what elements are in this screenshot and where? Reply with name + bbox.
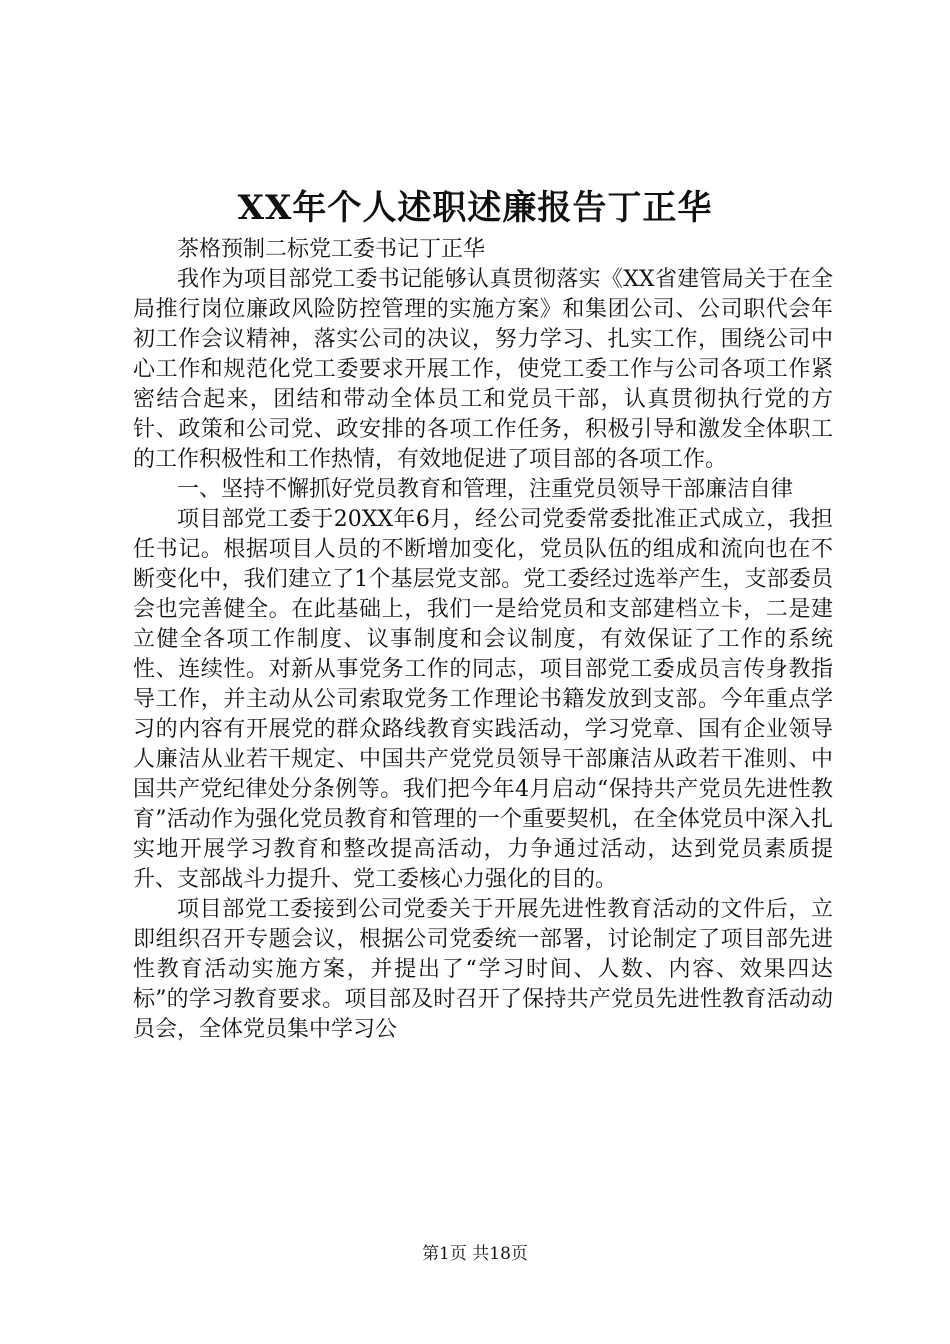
- section-heading: 一、坚持不懈抓好党员教育和管理，注重党员领导干部廉洁自律: [177, 477, 794, 502]
- page-number: 第1页 共18页: [422, 1244, 528, 1264]
- paragraph: 项目部党工委接到公司党委关于开展先进性教育活动的文件后，立即组织召开专题会议，根据公司党委统一部署，讨论制定了项目部先进性教育活动实施方案，并提出了“学习时间、人数、内容、效果四达标”的学习教育要求。项目部及时召开了保持共产党员先进性教育活动动员会，全体党员集中学习公: [133, 897, 833, 1042]
- paragraph: 我作为项目部党工委书记能够认真贯彻落实《XX省建管局关于在全局推行岗位廉政风险防控管理的实施方案》和集团公司、公司职代会年初工作会议精神，落实公司的决议，努力学习、扎实工作，围绕公司中心工作和规范化党工委要求开展工作，使党工委工作与公司各项工作紧密结合起来，团结和带动全体员工和党员干部，认真贯彻执行党的方针、政策和公司党、政安排的各项工作任务，积极引导和激发全体职工的工作积极性和工作热情，有效地促进了项目部的各项工作。: [133, 267, 833, 472]
- author-line: 茶格预制二标党工委书记丁正华: [177, 237, 486, 262]
- paragraph: 项目部党工委于20XX年6月，经公司党委常委批准正式成立，我担任书记。根据项目人员的不断增加变化，党员队伍的组成和流向也在不断变化中，我们建立了1个基层党支部。党工委经过选举产生，支部委员会也完善健全。在此基础上，我们一是给党员和支部建档立卡，二是建立健全各项工作制度、议事制度和会议制度，有效保证了工作的系统性、连续性。对新从事党务工作的同志，项目部党工委成员言传身教指导工作，并主动从公司索取党务工作理论书籍发放到支部。今年重点学习的内容有开展党的群众路线教育实践活动，学习党章、国有企业领导人廉洁从业若干规定、中国共产党党员领导干部廉洁从政若干准则、中国共产党纪律处分条例等。我们把今年4月启动“保持共产党员先进性教育”活动作为强化党员教育和管理的一个重要契机，在全体党员中深入扎实地开展学习教育和整改提高活动，力争通过活动，达到党员素质提升、支部战斗力提升、党工委核心力强化的目的。: [133, 507, 833, 892]
- document-title: XX年个人述职述廉报告丁正华: [237, 188, 713, 228]
- document-body: [133, 235, 833, 1045]
